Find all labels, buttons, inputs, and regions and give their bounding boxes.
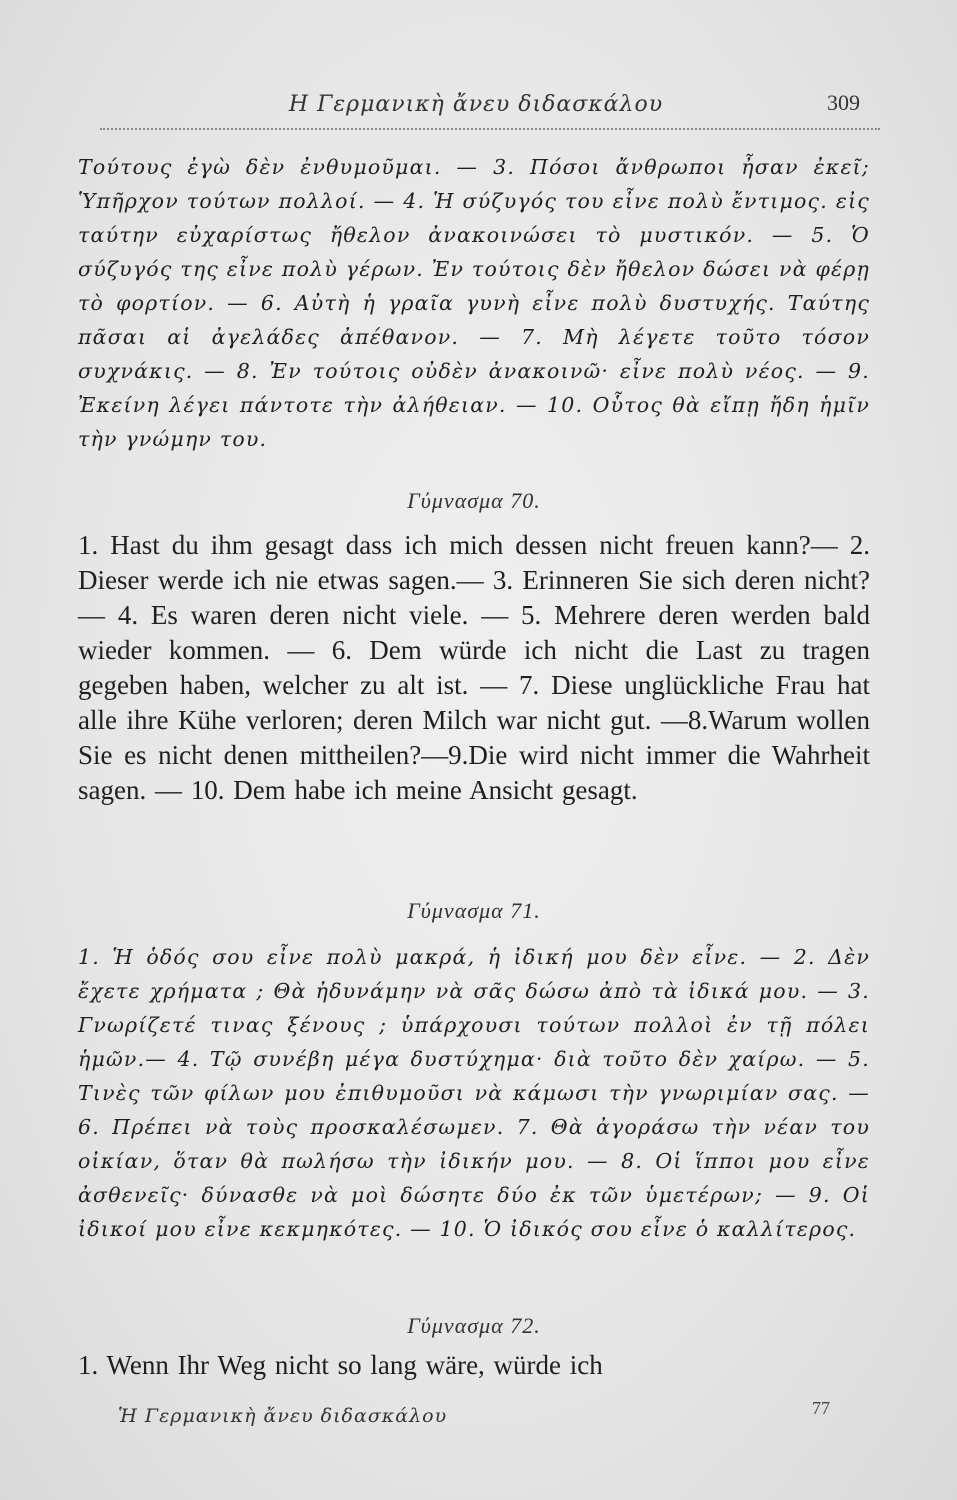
exercise-71: [78, 898, 870, 924]
header-rule: [100, 128, 880, 130]
page-number: 309: [827, 90, 860, 115]
exercise-72-heading: Γύμνασμα 72.: [407, 1313, 541, 1338]
running-title: Η Γερμανικὴ ἄνευ διδασκάλου: [288, 92, 664, 117]
exercise-71-body: [78, 940, 870, 1246]
greek-continuation-text: Τούτους ἐγὼ δὲν ἐνθυμοῦμαι. — 3. Πόσοι ἄνθρωποι ἦσαν ἐκεῖ; Ὑπῆρχον τούτων πολλοί. — 4. Ἡ σύζυγός του εἶνε πολὺ ἔντιμος. εἰς ταύτην εὐχαρίστως ἤθελον ἀνακοινώσει τὸ μυστικόν. — 5. Ὁ σύζυγός της εἶνε πολὺ γέρων. Ἐν τούτοις δὲν ἤθελον δώσει νὰ φέρῃ τὸ φορτίον. — 6. Αὐτὴ ἡ γραῖα γυνὴ εἶνε πολὺ δυστυχής. Ταύτης πᾶσαι αἱ ἀγελάδες ἀπέθανον. — 7. Μὴ λέγετε τοῦτο τόσον συχνάκις. — 8. Ἐν τούτοις οὐδὲν ἀνακοινῶ· εἶνε πολὺ νέος. — 9. Ἐκείνη λέγει πάντοτε τὴν ἀλήθειαν. — 10. Οὗτος θὰ εἴπῃ ἤδη ἡμῖν τὴν γνώμην του.: [78, 155, 870, 451]
exercise-72-body: [78, 1348, 870, 1383]
exercise-70-body: [78, 528, 870, 808]
exercise-71-text: 1. Ἡ ὁδός σου εἶνε πολὺ μακρά, ἡ ἰδική μου δὲν εἶνε. — 2. Δὲν ἔχετε χρήματα ; Θὰ ἠδυνάμην νὰ σᾶς δώσω ἀπὸ τὰ ἰδικά μου. — 3. Γνωρίζετέ τινας ξένους ; ὑπάρχουσι τούτων πολλοὶ ἐν τῇ πόλει ἡμῶν.— 4. Τῷ συνέβη μέγα δυστύχημα· διὰ τοῦτο δὲν χαίρω. — 5. Τινὲς τῶν φίλων μου ἐπιθυμοῦσι νὰ κάμωσι τὴν γνωριμίαν σας. — 6. Πρέπει νὰ τοὺς προσκαλέσωμεν. 7. Θὰ ἀγοράσω τὴν νέαν του οἰκίαν, ὅταν θὰ πωλήσω τὴν ἰδικήν μου. — 8. Οἱ ἵπποι μου εἶνε ἀσθενεῖς· δύνασθε νὰ μοὶ δώσητε δύο ἐκ τῶν ὑμετέρων; — 9. Οἱ ἰδικοί μου εἶνε κεκμηκότες. — 10. Ὁ ἰδικός σου εἶνε ὁ καλλίτερος.: [78, 945, 870, 1241]
exercise-70-heading: Γύμνασμα 70.: [407, 488, 541, 513]
exercise-71-heading: Γύμνασμα 71.: [407, 898, 541, 923]
exercise-70-text: 1. Hast du ihm gesagt dass ich mich dessen nicht freuen kann?— 2. Dieser werde ich nie etwas sagen.— 3. Erinneren Sie sich deren nicht? — 4. Es waren deren nicht viele. — 5. Mehrere deren werden bald wieder kommen. — 6. Dem würde ich nicht die Last zu tragen gegeben haben, welcher zu alt ist. — 7. Diese unglückliche Frau hat alle ihre Kühe verloren; deren Milch war nicht gut. —8.Warum wollen Sie es nicht denen mittheilen?—9.Die wird nicht immer die Wahrheit sagen. — 10. Dem habe ich meine Ansicht gesagt.: [78, 530, 870, 805]
footer-signature: Ἡ Γερμανικὴ ἄνευ διδασκάλου: [118, 1405, 448, 1427]
footer-signature-number: 77: [812, 1398, 830, 1418]
exercise-70: [78, 488, 870, 514]
running-head: [70, 88, 882, 124]
exercise-72-text: 1. Wenn Ihr Weg nicht so lang wäre, würde ich: [78, 1350, 603, 1380]
exercise-72: [78, 1313, 870, 1339]
greek-continuation-block: [78, 150, 870, 456]
